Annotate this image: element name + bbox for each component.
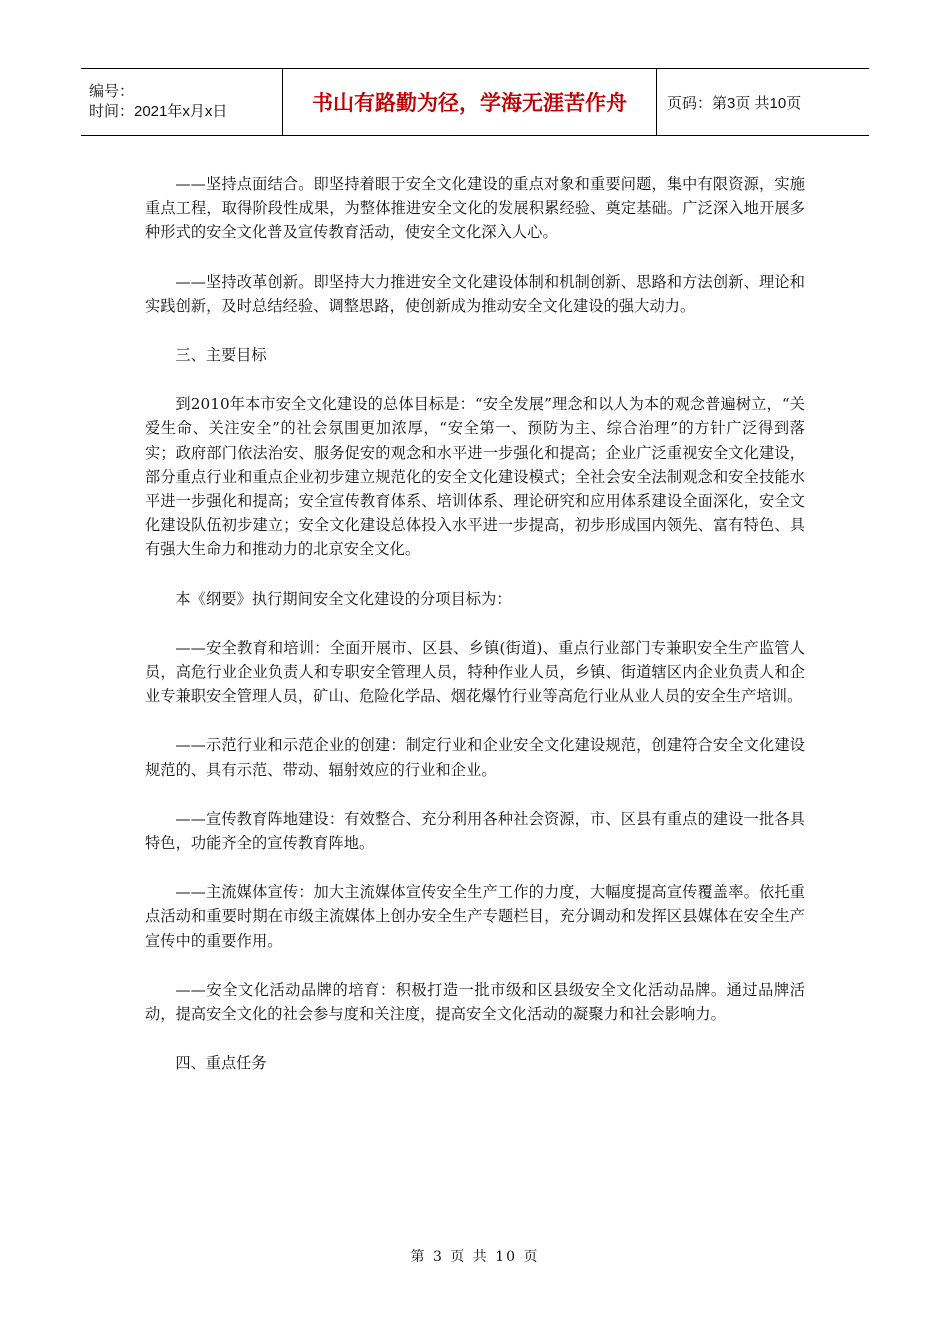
section-heading-key-tasks: 四、重点任务 [175,1054,267,1073]
paragraph-sub-goals-intro: 本《纲要》执行期间安全文化建设的分项目标为： [175,589,512,608]
paragraph-reform-innovation: ——坚持改革创新。即坚持大力推进安全文化建设体制和机制创新、思路和方法创新、理论和实践创新，及时总结经验、调整思路，使创新成为推动安全文化建设的强大动力。 [145,272,805,315]
page-footer: 第 3 页 共 10 页 [410,1249,540,1265]
paragraph-point-area: ——坚持点面结合。即坚持着眼于安全文化建设的重点对象和重要问题，集中有限资源，实施重点工程，取得阶段性成果，为整体推进安全文化的发展积累经验、奠定基础。广泛深入地开展多种形式的安全文化普及宣传教育活动，使安全文化深入人心。 [145,175,805,242]
paragraph-demo-enterprises: ——示范行业和示范企业的创建：制定行业和企业安全文化建设规范，创建符合安全文化建设规范的、具有示范、带动、辐射效应的行业和企业。 [145,736,805,779]
header-motto-cell [283,69,657,136]
paragraph-education-bases: ——宣传教育阵地建设：有效整合、充分利用各种社会资源，市、区县有重点的建设一批各具特色，功能齐全的宣传教育阵地。 [145,809,805,853]
page-header [81,68,869,136]
paragraph-media-publicity: ——主流媒体宣传：加大主流媒体宣传安全生产工作的力度，大幅度提高宣传覆盖率。依托重点活动和重要时期在市级主流媒体上创办安全生产专题栏目，充分调动和发挥区县媒体在安全生产宣传中的重要作用。 [145,883,805,950]
paragraph-activity-brands: ——安全文化活动品牌的培育：积极打造一批市级和区县级安全文化活动品牌。通过品牌活动，提高安全文化的社会参与度和关注度，提高安全文化活动的凝聚力和社会影响力。 [145,980,805,1024]
section-heading-main-goals: 三、主要目标 [175,346,267,365]
serial-number-label: 编号： [89,83,135,100]
header-page-cell [657,69,870,136]
header-page-number: 页码：第3页 共10页 [667,94,802,112]
header-motto: 书山有路勤为径，学海无涯苦作舟 [312,91,627,115]
paragraph-education-training: ——安全教育和培训：全面开展市、区县、乡镇(街道)、重点行业部门专兼职安全生产监管人员，高危行业企业负责人和专职安全管理人员，特种作业人员，乡镇、街道辖区内企业负责人和企业专兼职安全管理人员，矿山、危险化学品、烟花爆竹行业等高危行业从业人员的安全生产培训。 [145,638,805,706]
paragraph-overall-goal: 到2010年本市安全文化建设的总体目标是：“安全发展”理念和以人为本的观念普遍树立，“关爱生命、关注安全”的社会氛围更加浓厚，“安全第一、预防为主、综合治理”的方针广泛得到落实；政府部门依法治安、服务促安的观念和水平进一步强化和提高；企业广泛重视安全文化建设，部分重点行业和重点企业初步建立规范化的安全文化建设模式；全社会安全法制观念和安全技能水平进一步强化和提高；安全宣传教育体系、培训体系、理论研究和应用体系建设全面深化，安全文化建设队伍初步建立；安全文化建设总体投入水平进一步提高，初步形成国内领先、富有特色、具有强大生命力和推动力的北京安全文化。 [145,395,805,559]
document-body [145,172,805,1100]
header-meta-cell [81,69,283,136]
date-label: 时间：2021年x月x日 [89,103,228,120]
